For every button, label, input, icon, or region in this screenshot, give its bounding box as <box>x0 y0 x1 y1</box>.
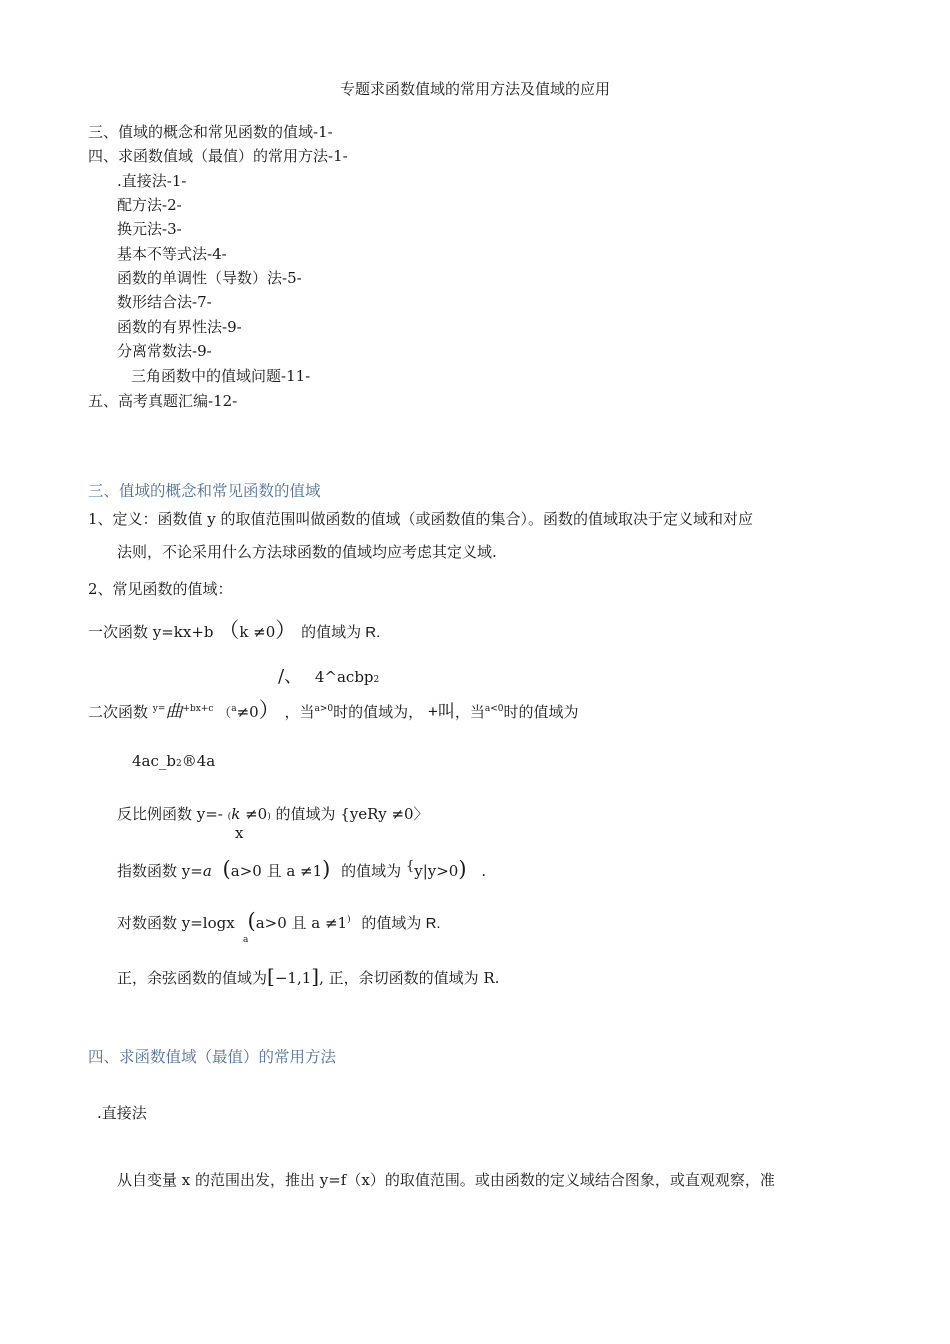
toc-item: 分离常数法-9- <box>117 342 212 360</box>
paren-open: ( <box>247 909 256 933</box>
inverse-denominator: x <box>235 824 244 842</box>
paren-close: ) <box>322 857 331 881</box>
linear-range: 的值域为 R. <box>301 624 381 641</box>
inverse-prefix: 反比例函数 y=- <box>117 805 223 823</box>
direct-method-paragraph: 从自变量 x 的范围出发，推出 y=f（x）的取值范围。或由函数的定义域结合图象，或直观观察，准 <box>117 1171 775 1189</box>
toc-item: 函数的单调性（导数）法-5- <box>117 269 302 287</box>
logarithm-function-line <box>117 909 441 933</box>
common-functions-label: 2、常见函数的值域： <box>88 580 233 598</box>
range-1: 时的值域为， <box>333 703 424 721</box>
inverse-condition: ≠0 <box>245 805 268 823</box>
slash-mark: /、 <box>278 666 303 687</box>
bottom-formula: 4ac_b <box>132 752 176 770</box>
logarithm-condition: a>0 且 a ≠1 <box>255 914 348 932</box>
trig-function-line <box>117 964 499 988</box>
bottom-end: ®4a <box>181 752 216 770</box>
k-symbol: k <box>231 805 241 823</box>
y-equals: y= <box>152 704 166 714</box>
paren-close: ) <box>347 915 351 925</box>
quadratic-prefix: 二次函数 <box>88 703 149 721</box>
inverse-range-label: 的值域为 <box>275 805 336 823</box>
definition-line-2: 法则，不论采用什么方法球函数的值域均应考虑其定义域. <box>117 543 497 561</box>
exponential-condition: a>0 且 a ≠1 <box>230 862 323 880</box>
toc-item: 配方法-2- <box>117 196 182 214</box>
section-heading-methods: 四、求函数值域（最值）的常用方法 <box>88 1048 337 1066</box>
trig-prefix: 正，余弦函数的值域为 <box>117 969 268 987</box>
linear-condition: k ≠0 <box>239 623 276 641</box>
a-greater-zero: a>0 <box>314 704 334 714</box>
linear-function-line <box>88 614 380 644</box>
brace-open: { <box>405 859 415 874</box>
toc-item: 三角函数中的值域问题-11- <box>131 367 311 385</box>
quadratic-condition: ≠0 <box>236 703 259 721</box>
toc-item: 数形结合法-7- <box>117 293 212 311</box>
paren-open: （ <box>218 706 232 721</box>
when-2: ，当 <box>454 703 485 721</box>
paren-open: ( <box>222 857 231 881</box>
paren-open: （ <box>218 618 240 642</box>
discriminant-sub: 2 <box>373 675 380 685</box>
toc-item: .直接法-1- <box>117 172 187 190</box>
paren-close-2: ) <box>458 857 467 881</box>
plus-jiao: +叫 <box>427 702 455 721</box>
bracket-open: [ <box>267 964 275 988</box>
curve-glyph: 曲 <box>165 702 183 722</box>
toc-item: 三、值域的概念和常见函数的值域-1- <box>88 123 333 141</box>
page-title: 专题求函数值域的常用方法及值域的应用 <box>339 80 610 98</box>
toc-item: 五、高考真题汇编-12- <box>88 392 238 410</box>
trig-range: −1,1 <box>274 969 312 987</box>
quadratic-function-line <box>88 694 579 724</box>
exponential-function-line <box>117 857 486 881</box>
quadratic-bottom-formula <box>132 752 215 770</box>
logarithm-range: 的值域为 R. <box>361 915 441 932</box>
paren-open: ( <box>227 812 232 822</box>
toc-item: 四、求函数值域（最值）的常用方法-1- <box>88 147 348 165</box>
exponential-range-label: 的值域为 <box>341 862 402 880</box>
paren-close: ） <box>258 698 280 722</box>
exponential-prefix: 指数函数 y= <box>117 862 203 880</box>
quadratic-top-formula <box>278 662 379 688</box>
definition-line-1: 1、定义：函数值 y 的取值范围叫做函数的值域（或函数值的集合）。函数的值域取决于定义域和对应 <box>88 510 754 528</box>
discriminant-formula: 4^acbp <box>314 668 374 686</box>
linear-prefix: 一次函数 y=kx+b <box>88 623 214 641</box>
a-sup: a <box>231 704 237 714</box>
when-1: ，当 <box>284 703 315 721</box>
trig-suffix: , 正，余切函数的值域为 R. <box>319 969 500 987</box>
bracket-close: ] <box>311 964 320 988</box>
toc-item: 基本不等式法-4- <box>117 245 227 263</box>
bottom-sub: 2 <box>176 759 182 769</box>
toc-item: 换元法-3- <box>117 220 182 238</box>
exponential-range-set: y|y>0 <box>414 862 459 880</box>
inverse-function-line <box>117 803 429 824</box>
logarithm-prefix: 对数函数 y=logx <box>117 914 235 932</box>
range-2: 时的值域为 <box>503 703 579 721</box>
paren-close: ) <box>267 812 271 822</box>
inverse-range-set: {yeRy ≠0〉 <box>340 805 429 823</box>
toc-item: 函数的有界性法-9- <box>117 318 242 336</box>
base-a: a <box>202 862 212 880</box>
log-base-subscript: a <box>243 935 249 945</box>
section-heading-range-concept: 三、值域的概念和常见函数的值域 <box>88 482 321 500</box>
a-less-zero: a<0 <box>484 704 504 714</box>
period: . <box>481 862 487 880</box>
paren-close: ） <box>275 618 297 642</box>
method-direct-heading: .直接法 <box>97 1104 147 1122</box>
bx-term: +bx+c <box>182 704 214 714</box>
